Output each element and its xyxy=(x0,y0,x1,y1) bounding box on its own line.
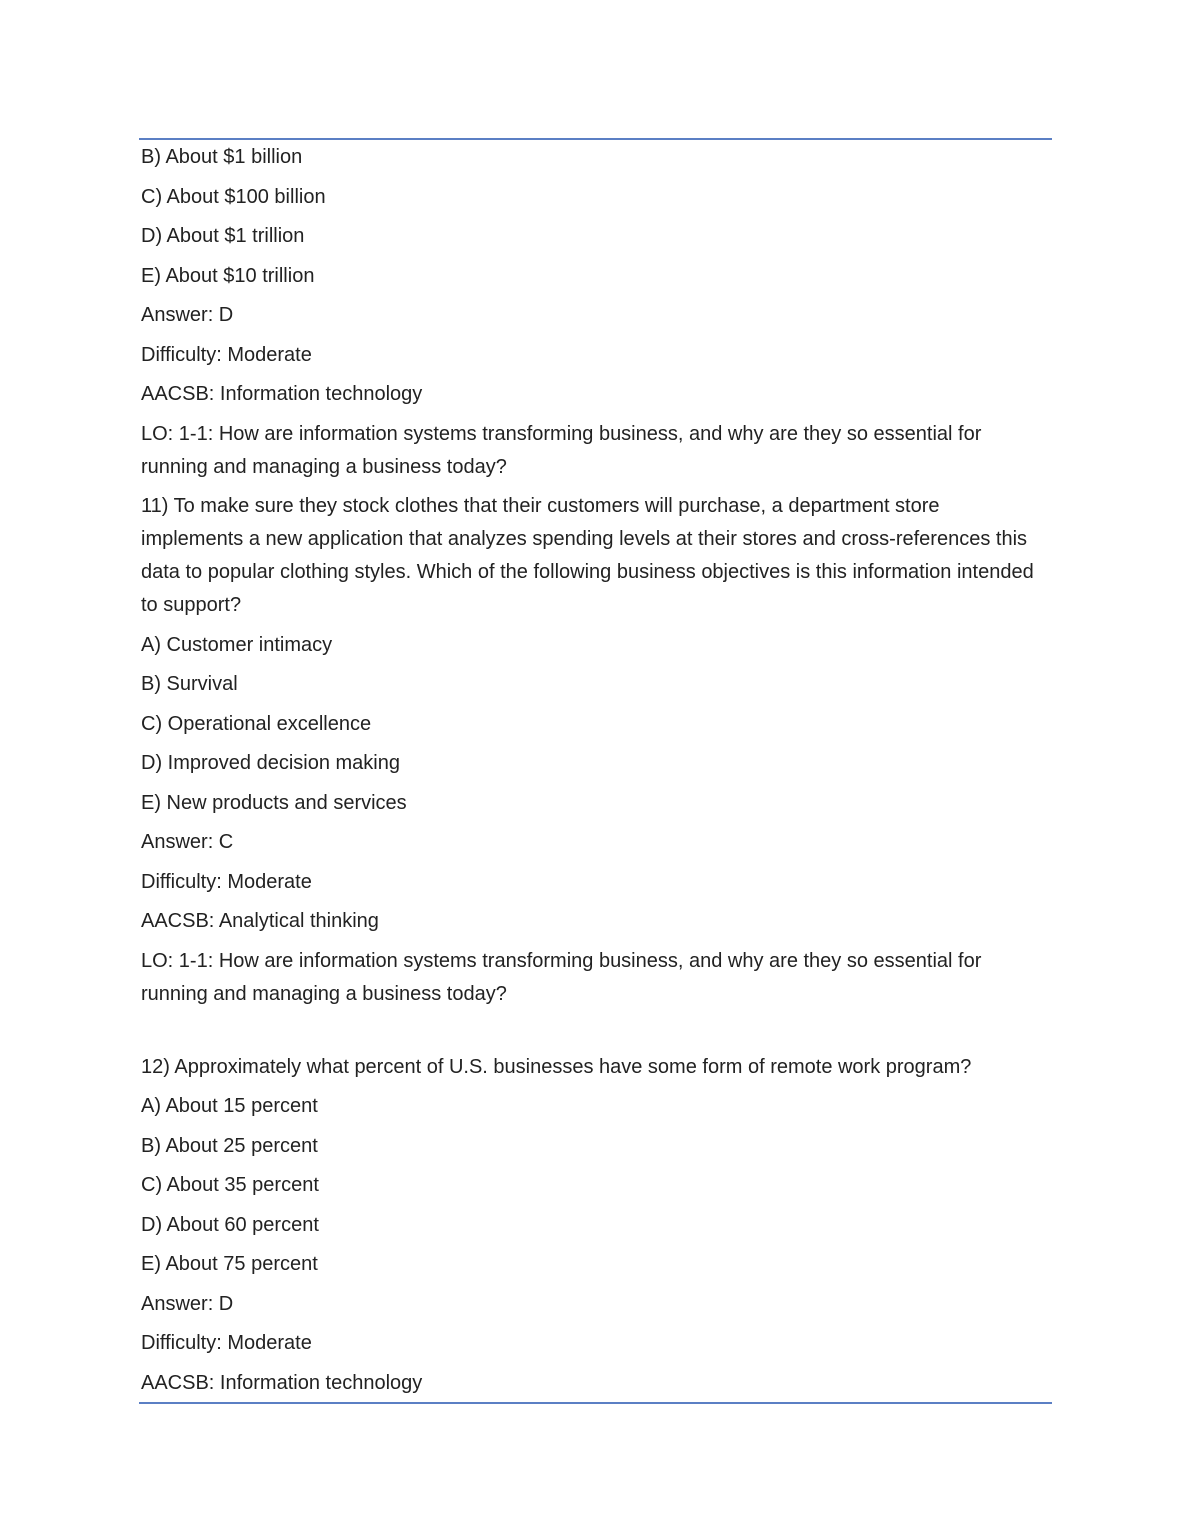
answer: Answer: D xyxy=(141,304,234,326)
aacsb: AACSB: Information technology xyxy=(141,383,423,405)
q11-option-c: C) Operational excellence xyxy=(141,712,372,735)
q11-option-d: D) Improved decision making xyxy=(141,752,400,774)
q11-learning-objective: LO: 1-1: How are information systems transforming business, and why are they so essential for running and managing a business today? xyxy=(141,949,982,1005)
difficulty: Difficulty: Moderate xyxy=(141,343,312,366)
question-12: 12) Approximately what percent of U.S. businesses have some form of remote work program? xyxy=(141,1055,972,1078)
option-b: B) About $1 billion xyxy=(141,146,303,168)
q12-aacsb: AACSB: Information technology xyxy=(141,1371,423,1394)
q11-difficulty: Difficulty: Moderate xyxy=(141,870,312,893)
question-11: 11) To make sure they stock clothes that their customers will purchase, a department store implements a new application that analyzes spending levels at their stores and cross-references this data to popular clothing styles. Which of the following business objectives is this information intended to support? xyxy=(141,495,1034,616)
q11-option-b: B) Survival xyxy=(141,673,238,695)
q12-option-e: E) About 75 percent xyxy=(141,1253,318,1275)
q11-option-e: E) New products and services xyxy=(141,791,407,814)
top-divider xyxy=(139,138,1052,140)
q12-option-d: D) About 60 percent xyxy=(141,1213,319,1236)
q12-option-c: C) About 35 percent xyxy=(141,1174,319,1196)
q11-answer: Answer: C xyxy=(141,831,234,853)
page-content xyxy=(141,141,1046,1406)
q11-aacsb: AACSB: Analytical thinking xyxy=(141,910,379,932)
q12-answer: Answer: D xyxy=(141,1292,234,1315)
q12-option-a: A) About 15 percent xyxy=(141,1095,318,1117)
q12-option-b: B) About 25 percent xyxy=(141,1134,318,1157)
bottom-divider xyxy=(139,1402,1052,1404)
q12-difficulty: Difficulty: Moderate xyxy=(141,1332,312,1354)
option-d: D) About $1 trillion xyxy=(141,225,305,247)
option-c: C) About $100 billion xyxy=(141,185,326,208)
q11-option-a: A) Customer intimacy xyxy=(141,633,333,656)
learning-objective: LO: 1-1: How are information systems transforming business, and why are they so essential for running and managing a business today? xyxy=(141,422,982,478)
option-e: E) About $10 trillion xyxy=(141,264,315,287)
